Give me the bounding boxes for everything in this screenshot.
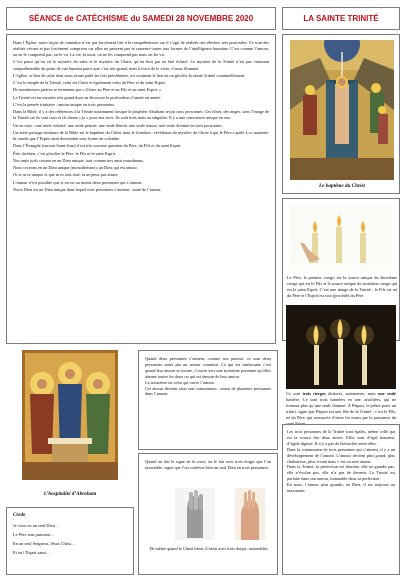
credo-line: Et en l’Esprit saint… <box>13 550 51 555</box>
paragraph: Quand deux personnes s’aiment, comme nos parents, ce sont deux personnes unies par un amour commun. Ce qui est intéressant c’est quand leur amour se tourne, s’ouvre vers une troisième personne qu’elles aiment toutes les deux ou qui est témoin de leur amour. <box>145 356 271 379</box>
paragraph: Cet amour devient alors une communion : union de plusieurs personnes dans l’amour. <box>145 385 271 397</box>
abraham-caption: L’hospitalité d’Abraham <box>43 491 97 497</box>
paragraph: Être chrétien, c’est glorifier le Père, le Fils et le saint Esprit. <box>13 150 117 156</box>
paragraph: C’est le temple de la Trinité, celui du Christ et également celui du Père et du saint Esprit. <box>13 80 166 86</box>
paragraph: L’amour n’est possible que si on est au moins deux personnes qui s’aiment. <box>13 179 143 185</box>
section-title: LA SAINTE TRINITÉ <box>303 14 379 23</box>
credo-line: Le Père tout puissant… <box>13 532 55 537</box>
candles-text: Le Père, le premier cierge, est la source unique du deuxième cierge qui est le Fils et la source unique du troisième cierge qui est le saint Esprit. C’est une image de la Trinité : le Fils est né du Père et l’Esprit est issu (procède) du Père. <box>287 275 397 298</box>
baptism-icon-image <box>290 40 394 180</box>
baptism-box <box>282 34 400 194</box>
trikiri-box <box>282 345 400 420</box>
paragraph: C’est parce qu’on vit le mystère du salut et le mystère du Christ, qu’on finit par en être éclairé. Le mystère de la Trinité n’est pas vraiment compréhensible du point de vue humain parce que c’est très grand, mais à force de le vivre, il nous illumine. <box>13 59 269 71</box>
page-title-box <box>6 7 276 30</box>
page-title: SÉANCE de CATÉCHISME du SAMEDI 28 NOVEMBRE 2020 <box>28 14 254 23</box>
equality-text-box <box>282 424 400 575</box>
credo-line: En un seul Seigneur, Jésus Christ… <box>13 541 76 546</box>
main-text <box>13 40 269 193</box>
trikiri-text-bold: trois cierges <box>302 391 326 396</box>
paragraph: Un en trois : une seule volonté, une seule pensée, une seule liberté, une seule nature, une seule divinité en trois personnes. <box>13 122 223 128</box>
trikiri-image <box>286 305 396 389</box>
paragraph: Notre Dieu est un Dieu unique dans lequel trois personnes s’aiment : unité de l’amour. <box>13 186 162 192</box>
paragraph: Dans l’Église, notre façon de connaître n’est pas forcément liée à la compréhension car il s’agit de réalités très élevées, très profondes. Ce sont des réalités vécues et pas forcément comprises car elles ne peuvent pas se ramener toutes aux formes de l’intelligence humaine. C’est comme l’amour, on ne le comprend pas, on le vit. La vie, la mort, on ne les comprend pas mais on les vit. <box>13 40 269 58</box>
hands-row <box>143 488 275 540</box>
paragraph: Dans l’Évangile (surtout Saint-Jean) il est très souvent question du Père, du Fils et du saint Esprit. <box>13 143 182 149</box>
trikiri-text <box>286 391 396 426</box>
paragraph: Dans la communion de trois personnes qui s’aiment, il y a un développement de l’amour. L’amour devient plus grand, plus chaleureux, plus vivant mais c’est un seul amour. <box>287 446 395 464</box>
baptism-caption: Le baptême du Christ <box>319 183 365 189</box>
paragraph: De nombreuses prières se terminent par « Gloire au Père et au Fils et au saint Esprit. » <box>13 87 162 93</box>
paragraph: Nos amis juifs croient en un Dieu unique, tout comme nos amis musulmans. <box>13 157 145 163</box>
main-text-box <box>6 34 276 344</box>
paragraph: Nous croyons en un Dieu unique (monothéisme), un Dieu qui est amour. <box>13 165 138 171</box>
blessing-text: De même quand le Christ bénit, il bénit avec trois doigts, rassemblés. <box>149 546 269 551</box>
three-candles-image <box>290 203 394 271</box>
paragraph: La Trinité est un mystère très grand dont on découvre la profondeur d’année en année. <box>13 94 162 100</box>
paragraph: C’est la pensée trinitaire : amour unique en trois personnes. <box>13 101 116 107</box>
love-text <box>145 356 271 397</box>
trikiri-text-lead: Ce sont <box>286 391 303 396</box>
paragraph: Dans la Trinité, la perfection est absolue, elle ne grandit pas, elle n’évolue pas, elle n’a pas de devenir. La Trinité est parfaite dans son amour, immuable dans sa perfection. <box>287 464 395 482</box>
paragraph: Dans la Bible, il y a des références à la Trinité notamment lorsque le prophète Abraham reçoit trois personnes. Ces hôtes, des anges, sont l’image de la Trinité car ils sont trois et ils disent « je » pour eux trois. Ils sont trois mais au singulier. Il y a une conscience unique en eux. <box>13 109 269 121</box>
credo-line: Je crois en un seul Dieu… <box>13 523 60 528</box>
credo-box <box>6 507 134 575</box>
equality-text <box>287 429 395 494</box>
paragraph: En nous, l’amour peut grandir, en Dieu, il est toujours au maximum. <box>287 482 395 494</box>
section-title-box <box>282 7 400 30</box>
blessing-hand-image <box>235 488 265 540</box>
paragraph: Les trois personnes de la Trinité sont égales, même celle qui est la source des deux autres. Elles sont d’égal honneur, d’égale dignité. Il n’y a pas de hiérarchie entre elles. <box>287 429 395 446</box>
trikiri-text-mid: distincts, autonomes, mais <box>325 391 378 396</box>
cross-sign-box <box>138 453 278 575</box>
trikiri-text-rest: lumière. Ce sont trois lumières en une, attachées, qui ne forment plus qu’une seule flamme. À Pâques, le prêtre porte un trikiri, signe que Pâques est une fête de la Trinité : c’est le Fils, né du Père, qui ressuscite d’entre les morts par la puissance du <box>286 396 396 420</box>
credo-title: Credo <box>13 513 26 518</box>
paragraph: L’église, ce lieu de culte dont nous avons parlé les fois précédentes, est vraiment le lieu où on glorifie la sainte Trinité continuellement. <box>13 72 246 78</box>
abraham-icon-box <box>6 350 134 502</box>
three-fingers-image <box>175 488 215 540</box>
paragraph: Un autre passage trinitaire de la Bible est le baptême du Christ dans le Jourdain : révélation du mystère du Christ à qui le Père a parlé à ce moment-là, tandis que l’Esprit saint descendait sous forme de colombe. <box>13 129 269 141</box>
credo-lines <box>13 521 127 557</box>
cross-sign-text: Quand on fait le signe de la croix, on le fait avec trois doigts que l’on rassemble, signe que l’on confesse bien un seul Dieu en trois personnes. <box>145 459 271 470</box>
paragraph: Or si tu es unique et que tu es tout seul, tu ne peux pas aimer. <box>13 172 119 178</box>
hospitality-icon-image <box>22 350 118 480</box>
trikiri-text-bold2: une seule <box>377 391 396 396</box>
paragraph: La troisième est celui qui ouvre l’amour. <box>145 379 215 385</box>
love-text-box <box>138 350 278 450</box>
